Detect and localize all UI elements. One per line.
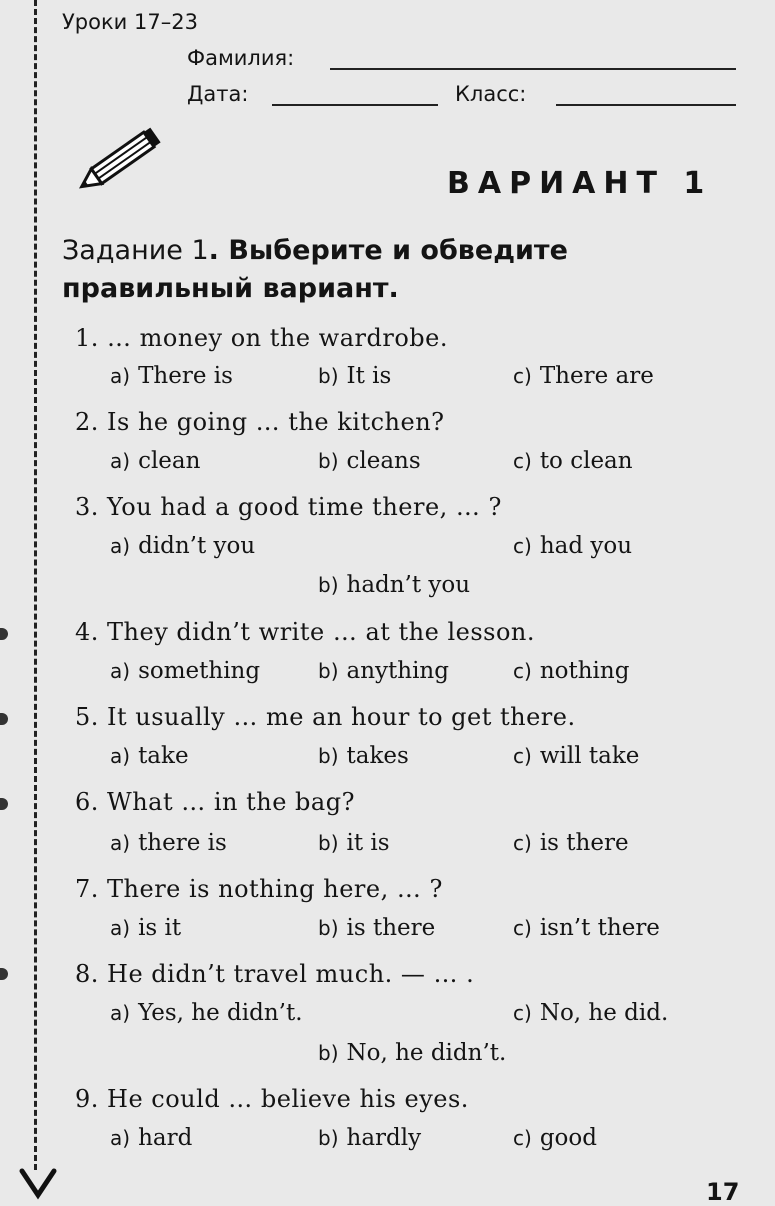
option-6b[interactable] bbox=[318, 830, 390, 856]
question-8: 8. He didn’t travel much. — … . bbox=[75, 960, 475, 988]
option-text: hadn’t you bbox=[346, 572, 471, 598]
question-7: 7. There is nothing here, … ? bbox=[75, 875, 443, 903]
option-2b[interactable] bbox=[318, 448, 421, 474]
option-7a[interactable] bbox=[110, 915, 181, 941]
option-letter: b) bbox=[318, 831, 339, 855]
task-heading bbox=[62, 232, 702, 308]
option-text: There is bbox=[138, 363, 233, 389]
option-letter: a) bbox=[110, 744, 131, 768]
surname-label: Фамилия: bbox=[187, 46, 295, 70]
option-letter: a) bbox=[110, 534, 131, 558]
option-letter: c) bbox=[513, 1001, 532, 1025]
option-letter: c) bbox=[513, 449, 532, 473]
option-1b[interactable] bbox=[318, 363, 391, 389]
option-letter: c) bbox=[513, 659, 532, 683]
scissors-icon bbox=[18, 1165, 58, 1205]
option-text: anything bbox=[346, 658, 449, 684]
option-text: good bbox=[539, 1125, 597, 1151]
option-6c[interactable] bbox=[513, 830, 629, 856]
option-text: didn’t you bbox=[138, 533, 256, 559]
option-1c[interactable] bbox=[513, 363, 654, 389]
option-9c[interactable] bbox=[513, 1125, 597, 1151]
task-prefix: Задание 1 bbox=[62, 235, 209, 266]
option-text: is there bbox=[346, 915, 436, 941]
option-2a[interactable] bbox=[110, 448, 200, 474]
question-5: 5. It usually … me an hour to get there. bbox=[75, 703, 576, 731]
question-2: 2. Is he going … the kitchen? bbox=[75, 408, 445, 436]
option-text: isn’t there bbox=[539, 915, 660, 941]
option-letter: a) bbox=[110, 1126, 131, 1150]
option-letter: b) bbox=[318, 449, 339, 473]
option-7b[interactable] bbox=[318, 915, 435, 941]
option-letter: a) bbox=[110, 659, 131, 683]
option-9a[interactable] bbox=[110, 1125, 192, 1151]
class-field[interactable] bbox=[556, 104, 736, 106]
option-text: takes bbox=[346, 743, 409, 769]
option-letter: b) bbox=[318, 744, 339, 768]
option-1a[interactable] bbox=[110, 363, 233, 389]
option-letter: a) bbox=[110, 831, 131, 855]
option-8c[interactable] bbox=[513, 1000, 668, 1026]
option-letter: b) bbox=[318, 1041, 339, 1065]
option-text: is it bbox=[138, 915, 182, 941]
option-9b[interactable] bbox=[318, 1125, 421, 1151]
date-label: Дата: bbox=[187, 82, 249, 106]
binding-hole bbox=[0, 713, 8, 725]
option-text: No, he didn’t. bbox=[346, 1040, 507, 1066]
option-letter: b) bbox=[318, 364, 339, 388]
page-number: 17 bbox=[706, 1178, 740, 1206]
option-7c[interactable] bbox=[513, 915, 660, 941]
option-3c[interactable] bbox=[513, 533, 632, 559]
option-2c[interactable] bbox=[513, 448, 633, 474]
option-text: cleans bbox=[346, 448, 421, 474]
option-text: there is bbox=[138, 830, 227, 856]
option-text: There are bbox=[539, 363, 654, 389]
cut-line bbox=[34, 0, 37, 1170]
option-letter: a) bbox=[110, 364, 131, 388]
option-letter: c) bbox=[513, 1126, 532, 1150]
task-instruction: . Выберите и обведите правильный вариант. bbox=[62, 235, 568, 304]
option-letter: b) bbox=[318, 916, 339, 940]
option-4a[interactable] bbox=[110, 658, 260, 684]
pencil-icon bbox=[70, 125, 170, 197]
option-3b[interactable] bbox=[318, 572, 470, 598]
option-letter: b) bbox=[318, 573, 339, 597]
option-5c[interactable] bbox=[513, 743, 639, 769]
option-letter: b) bbox=[318, 1126, 339, 1150]
variant-title: ВАРИАНТ 1 bbox=[447, 166, 713, 201]
option-8b[interactable] bbox=[318, 1040, 506, 1066]
option-text: hard bbox=[138, 1125, 193, 1151]
option-text: It is bbox=[346, 363, 392, 389]
option-text: had you bbox=[539, 533, 633, 559]
surname-field[interactable] bbox=[330, 68, 736, 70]
option-5a[interactable] bbox=[110, 743, 189, 769]
option-letter: c) bbox=[513, 534, 532, 558]
option-6a[interactable] bbox=[110, 830, 227, 856]
option-letter: a) bbox=[110, 449, 131, 473]
question-9: 9. He could … believe his eyes. bbox=[75, 1085, 469, 1113]
option-letter: a) bbox=[110, 1001, 131, 1025]
binding-hole bbox=[0, 798, 8, 810]
option-letter: c) bbox=[513, 744, 532, 768]
option-letter: c) bbox=[513, 916, 532, 940]
class-label: Класс: bbox=[455, 82, 527, 106]
question-3: 3. You had a good time there, … ? bbox=[75, 493, 502, 521]
option-text: nothing bbox=[539, 658, 630, 684]
option-4c[interactable] bbox=[513, 658, 629, 684]
option-letter: b) bbox=[318, 659, 339, 683]
option-text: will take bbox=[539, 743, 640, 769]
option-letter: c) bbox=[513, 831, 532, 855]
option-5b[interactable] bbox=[318, 743, 409, 769]
option-8a[interactable] bbox=[110, 1000, 303, 1026]
option-text: clean bbox=[138, 448, 201, 474]
option-3a[interactable] bbox=[110, 533, 255, 559]
option-text: Yes, he didn’t. bbox=[138, 1000, 303, 1026]
option-letter: c) bbox=[513, 364, 532, 388]
option-letter: a) bbox=[110, 916, 131, 940]
option-text: take bbox=[138, 743, 189, 769]
date-field[interactable] bbox=[272, 104, 438, 106]
binding-hole bbox=[0, 628, 8, 640]
option-text: to clean bbox=[539, 448, 633, 474]
question-1: 1. … money on the wardrobe. bbox=[75, 324, 448, 352]
option-4b[interactable] bbox=[318, 658, 449, 684]
option-text: it is bbox=[346, 830, 390, 856]
binding-hole bbox=[0, 968, 8, 980]
lessons-label: Уроки 17–23 bbox=[62, 10, 198, 34]
question-6: 6. What … in the bag? bbox=[75, 788, 355, 816]
question-4: 4. They didn’t write … at the lesson. bbox=[75, 618, 536, 646]
option-text: No, he did. bbox=[539, 1000, 669, 1026]
option-text: hardly bbox=[346, 1125, 422, 1151]
option-text: is there bbox=[539, 830, 629, 856]
option-text: something bbox=[138, 658, 261, 684]
